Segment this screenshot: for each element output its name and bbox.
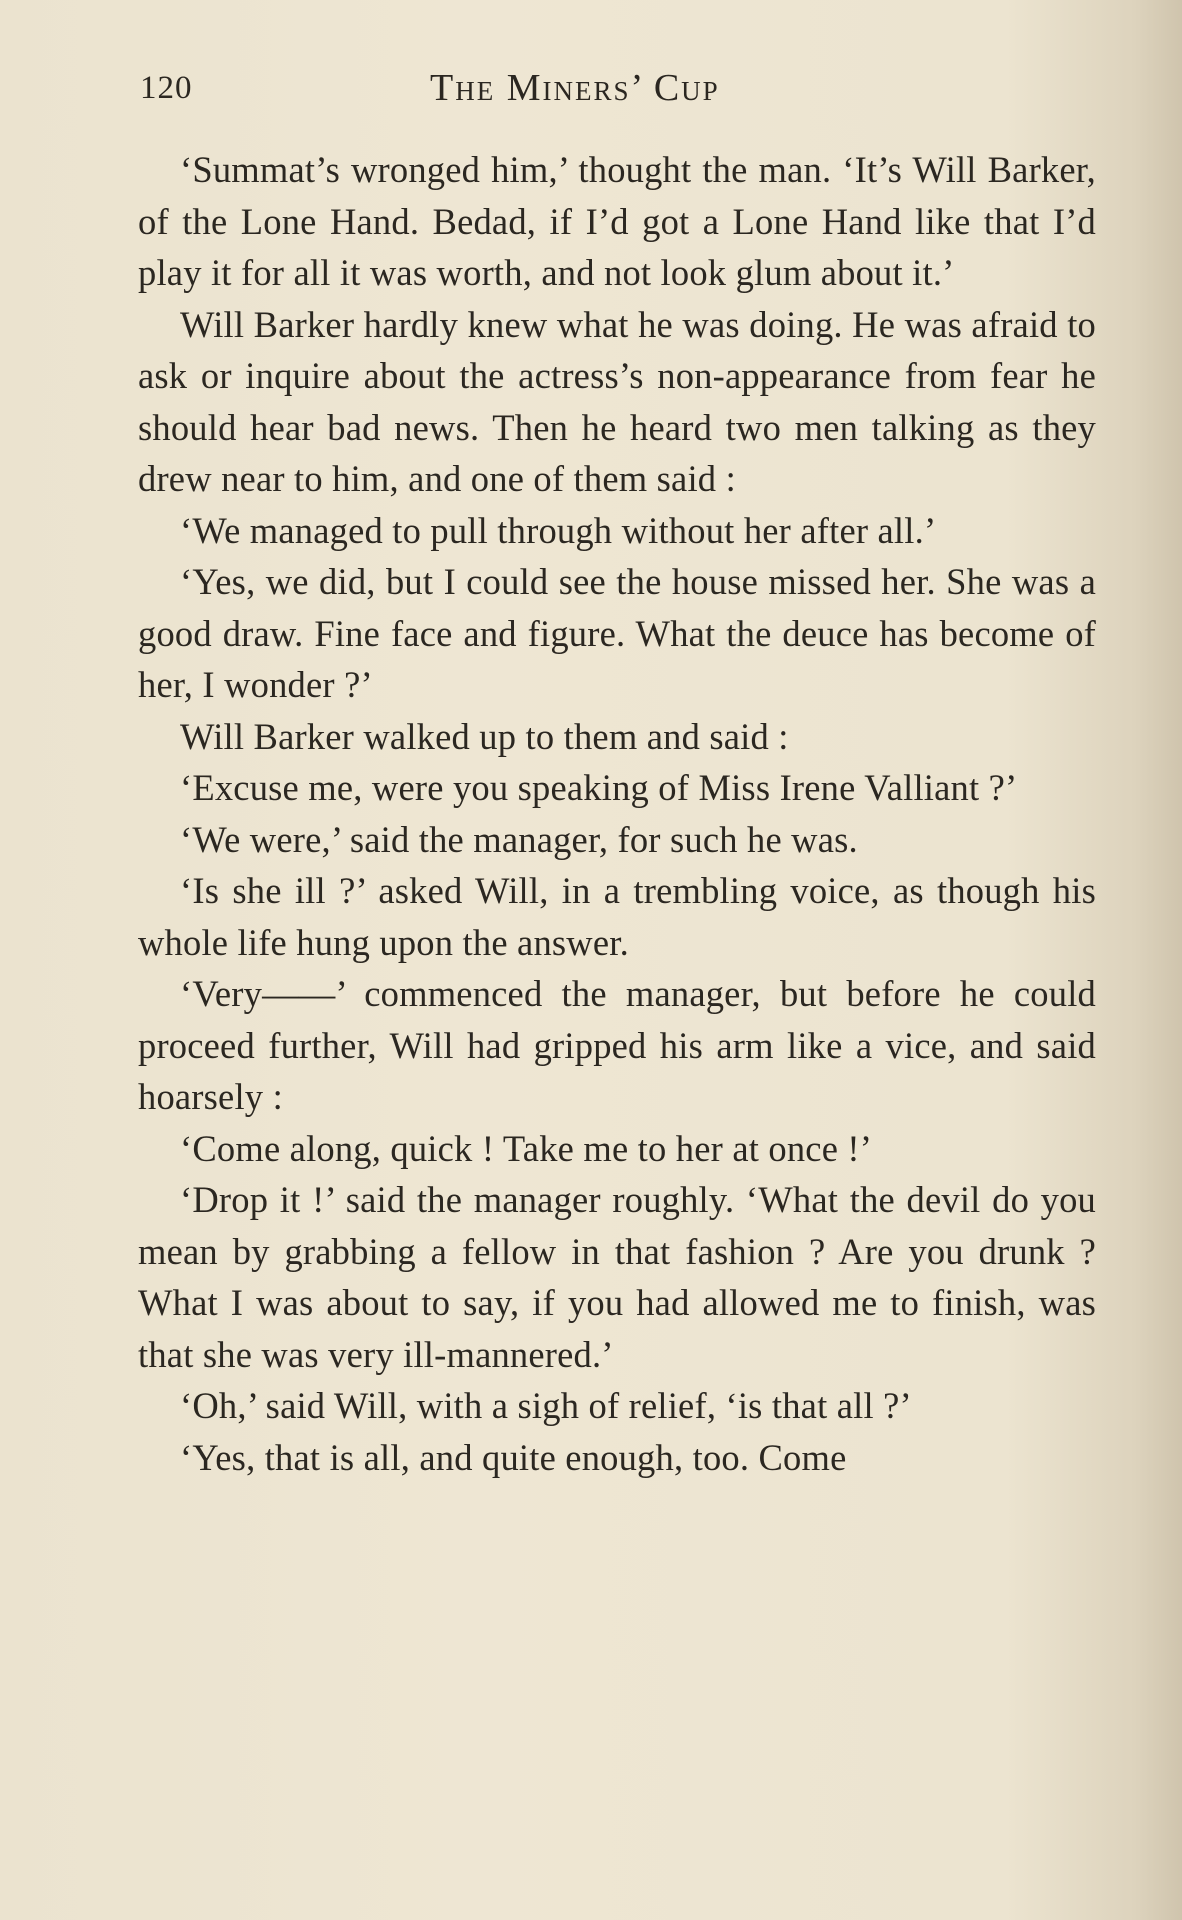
page-number: 120 xyxy=(140,70,193,106)
paragraph: ‘Drop it !’ said the manager roughly. ‘What the devil do you mean by grabbing a fellow in that fashion ? Are you drunk ? What I was about to say, if you had allowed me to finish, was that she was very ill-mannered.’ xyxy=(138,1179,1096,1375)
paragraph: ‘Is she ill ?’ asked Will, in a trembling voice, as though his whole life hung upon the answer. xyxy=(138,870,1096,963)
paragraph: ‘We were,’ said the manager, for such he was. xyxy=(180,818,858,860)
paragraph: Will Barker hardly knew what he was doing. He was afraid to ask or inquire about the actress’s non-appearance from fear he should hear bad news. Then he heard two men talking as they drew near to him, and one of them said : xyxy=(138,303,1096,499)
running-head xyxy=(140,62,1090,122)
running-title: The Miners’ Cup xyxy=(430,67,720,109)
paragraph: ‘Very——’ commenced the manager, but before he could proceed further, Will had gripped his arm like a vice, and said hoarsely : xyxy=(138,973,1096,1117)
paragraph: ‘Yes, that is all, and quite enough, too. Come xyxy=(180,1436,847,1478)
body-text xyxy=(138,144,1096,1483)
paragraph: ‘Yes, we did, but I could see the house missed her. She was a good draw. Fine face and figure. What the deuce has become of her, I wonder ?’ xyxy=(138,561,1096,705)
paragraph: ‘Summat’s wronged him,’ thought the man. ‘It’s Will Barker, of the Lone Hand. Bedad, if I’d got a Lone Hand like that I’d play it for all it was worth, and not look glum about it.’ xyxy=(138,149,1096,293)
paragraph: ‘Come along, quick ! Take me to her at once !’ xyxy=(180,1127,873,1169)
paragraph: Will Barker walked up to them and said : xyxy=(180,715,789,757)
paragraph: ‘We managed to pull through without her after all.’ xyxy=(180,509,937,551)
paragraph: ‘Excuse me, were you speaking of Miss Irene Valliant ?’ xyxy=(180,767,1018,808)
paragraph: ‘Oh,’ said Will, with a sigh of relief, ‘is that all ?’ xyxy=(180,1385,912,1426)
